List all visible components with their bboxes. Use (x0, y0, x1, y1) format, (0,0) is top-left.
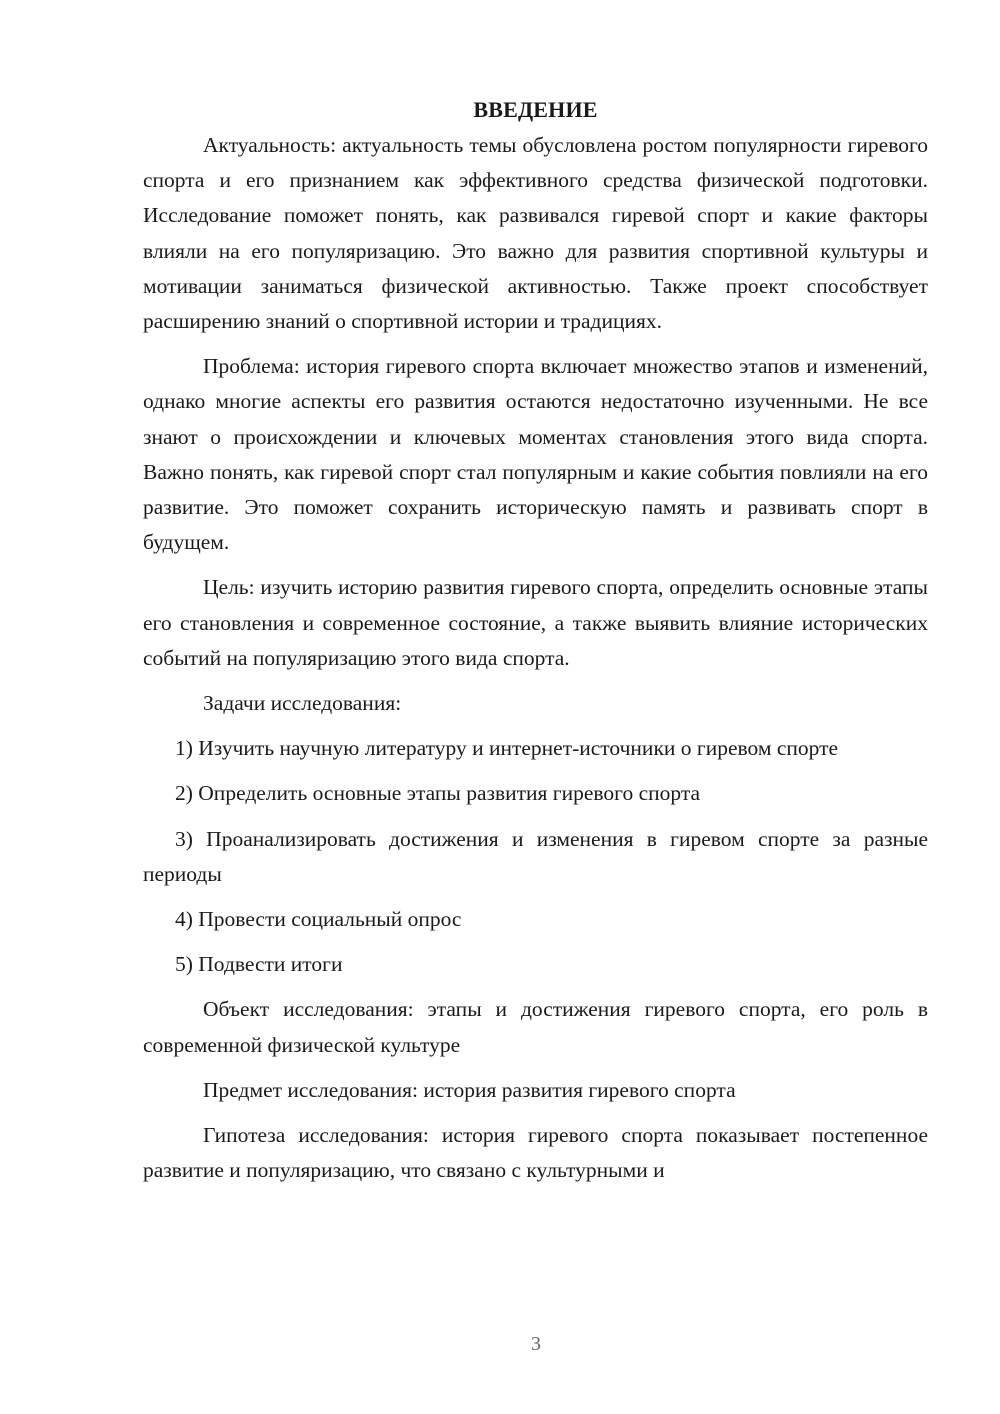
paragraph-object: Объект исследования: этапы и достижения гиревого спорта, его роль в современной физической культуре (143, 997, 928, 1057)
task-item-3: 3) Проанализировать достижения и изменения в гиревом спорте за разные периоды (143, 826, 928, 886)
task-item-4: 4) Провести социальный опрос (175, 907, 462, 932)
task-item-5: 5) Подвести итоги (175, 952, 343, 977)
task-item-1: 1) Изучить научную литературу и интернет-источники о гиревом спорте (175, 736, 839, 761)
document-page (143, 92, 928, 1198)
task-item-2: 2) Определить основные этапы развития гиревого спорта (175, 781, 701, 806)
paragraph-goal: Цель: изучить историю развития гиревого спорта, определить основные этапы его становления и современное состояние, а также выявить влияние исторических событий на популяризацию этого вида спорта. (143, 575, 928, 670)
section-heading: ВВЕДЕНИЕ (473, 97, 598, 122)
paragraph-relevance: Актуальность: актуальность темы обусловлена ростом популярности гиревого спорта и его признанием как эффективного средства физической подготовки. Исследование поможет понять, как развивался гиревой спорт и какие факторы влияли на его популяризацию. Это важно для развития спортивной культуры и мотивации заниматься физической активностью. Также проект способствует расширению знаний о спортивной истории и традициях. (143, 133, 928, 334)
paragraph-subject: Предмет исследования: история развития гиревого спорта (203, 1077, 736, 1102)
page-number: 3 (531, 1333, 541, 1355)
paragraph-tasks-intro: Задачи исследования: (203, 691, 402, 716)
paragraph-problem: Проблема: история гиревого спорта включает множество этапов и изменений, однако многие аспекты его развития остаются недостаточно изученными. Не все знают о происхождении и ключевых моментах становления этого вида спорта. Важно понять, как гиревой спорт стал популярным и какие события повлияли на его развитие. Это поможет сохранить историческую память и развивать спорт в будущем. (143, 354, 928, 555)
paragraph-hypothesis: Гипотеза исследования: история гиревого спорта показывает постепенное развитие и популяризацию, что связано с культурными и (143, 1123, 928, 1183)
